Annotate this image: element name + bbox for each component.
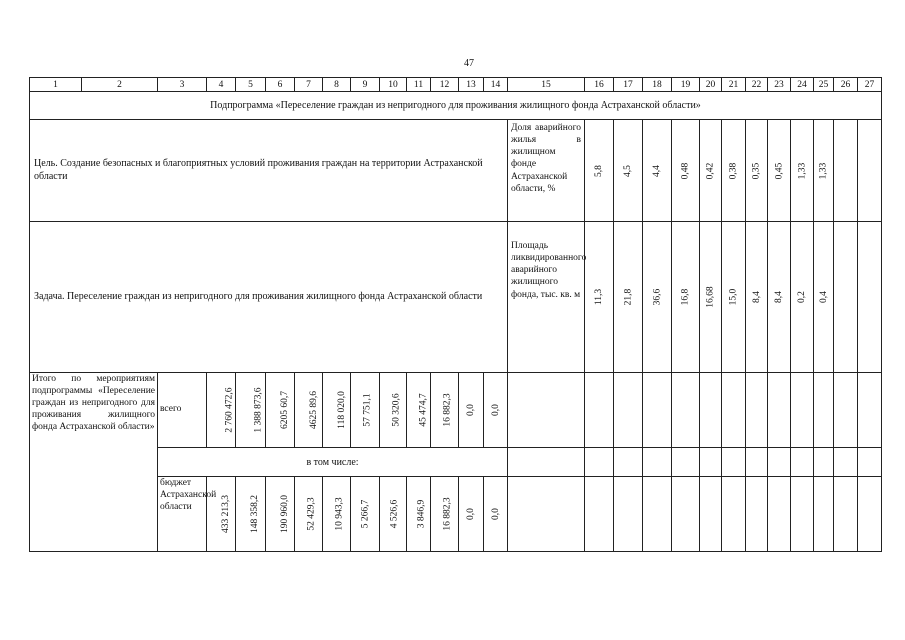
budget-value: 4 526,6 xyxy=(380,477,407,552)
page-number: 47 xyxy=(464,58,474,69)
budget-value: 16 882,3 xyxy=(431,477,459,552)
budget-value: 52 429,3 xyxy=(295,477,323,552)
total-value: 118 020,0 xyxy=(323,373,351,448)
task-value: 21,8 xyxy=(614,222,643,373)
col-header: 4 xyxy=(207,78,236,92)
budget-value: 433 213,3 xyxy=(207,477,236,552)
empty-cell xyxy=(700,477,722,552)
empty-cell xyxy=(672,477,700,552)
empty-cell xyxy=(834,448,858,477)
col-header: 5 xyxy=(236,78,266,92)
col-header: 2 xyxy=(82,78,158,92)
col-header: 15 xyxy=(508,78,585,92)
empty-cell xyxy=(858,373,882,448)
empty-cell xyxy=(722,477,746,552)
total-value: 4625 89,6 xyxy=(295,373,323,448)
col-header: 16 xyxy=(585,78,614,92)
col-header: 6 xyxy=(266,78,295,92)
empty-cell xyxy=(643,373,672,448)
goal-value: 0,35 xyxy=(746,120,768,222)
total-value: 0,0 xyxy=(484,373,508,448)
including-row xyxy=(30,448,882,477)
empty-cell xyxy=(672,448,700,477)
goal-value xyxy=(858,120,882,222)
budget-value: 0,0 xyxy=(459,477,484,552)
goal-indicator: Доля аварийного жилья в жилищном фонде Астраханской области, % xyxy=(508,120,585,222)
empty-cell xyxy=(814,373,834,448)
col-header: 20 xyxy=(700,78,722,92)
total-value: 57 751,1 xyxy=(351,373,380,448)
col-header: 18 xyxy=(643,78,672,92)
empty-cell xyxy=(814,477,834,552)
goal-value: 0,38 xyxy=(722,120,746,222)
col-header: 27 xyxy=(858,78,882,92)
total-value: 16 882,3 xyxy=(431,373,459,448)
col-header: 24 xyxy=(791,78,814,92)
empty-cell xyxy=(814,448,834,477)
col-header: 12 xyxy=(431,78,459,92)
empty-cell xyxy=(768,373,791,448)
col-header: 7 xyxy=(295,78,323,92)
empty-cell xyxy=(746,373,768,448)
col-header: 11 xyxy=(407,78,431,92)
empty-cell xyxy=(672,373,700,448)
task-row xyxy=(30,222,882,373)
empty-cell xyxy=(614,477,643,552)
empty-cell xyxy=(746,477,768,552)
task-value xyxy=(834,222,858,373)
empty-cell xyxy=(508,477,585,552)
subprogram-row xyxy=(30,92,882,120)
goal-value: 1,33 xyxy=(791,120,814,222)
empty-cell xyxy=(791,477,814,552)
task-value: 8,4 xyxy=(768,222,791,373)
empty-cell xyxy=(700,373,722,448)
task-value: 15,0 xyxy=(722,222,746,373)
empty-cell xyxy=(643,477,672,552)
budget-row xyxy=(30,477,882,552)
task-value: 11,3 xyxy=(585,222,614,373)
budget-label: бюджет Астраханской области xyxy=(158,477,207,552)
budget-value: 190 960,0 xyxy=(266,477,295,552)
goal-value: 0,48 xyxy=(672,120,700,222)
task-text: Задача. Переселение граждан из непригодного для проживания жилищного фонда Астраханской области xyxy=(30,222,508,373)
goal-value: 4,5 xyxy=(614,120,643,222)
task-value: 0,4 xyxy=(814,222,834,373)
total-label: Итого по мероприятиям подпрограммы «Переселение граждан из непригодного для проживания жилищного фонда Астраханской области» xyxy=(30,373,158,552)
empty-cell xyxy=(722,448,746,477)
task-value: 36,6 xyxy=(643,222,672,373)
col-header: 19 xyxy=(672,78,700,92)
empty-cell xyxy=(791,373,814,448)
task-value: 0,2 xyxy=(791,222,814,373)
empty-cell xyxy=(834,477,858,552)
empty-cell xyxy=(614,448,643,477)
empty-cell xyxy=(722,373,746,448)
col-header: 3 xyxy=(158,78,207,92)
empty-cell xyxy=(791,448,814,477)
empty-cell xyxy=(768,448,791,477)
task-value xyxy=(858,222,882,373)
goal-text: Цель. Создание безопасных и благоприятных условий проживания граждан на территории Астраханской области xyxy=(30,120,508,222)
col-header: 25 xyxy=(814,78,834,92)
program-table xyxy=(29,77,882,552)
goal-value: 4,4 xyxy=(643,120,672,222)
budget-value: 0,0 xyxy=(484,477,508,552)
empty-cell xyxy=(508,448,585,477)
empty-cell xyxy=(768,477,791,552)
total-value: 0,0 xyxy=(459,373,484,448)
empty-cell xyxy=(614,373,643,448)
col-header: 23 xyxy=(768,78,791,92)
col-header: 10 xyxy=(380,78,407,92)
col-header: 9 xyxy=(351,78,380,92)
empty-cell xyxy=(585,448,614,477)
col-header: 26 xyxy=(834,78,858,92)
empty-cell xyxy=(585,373,614,448)
including-label: в том числе: xyxy=(158,448,508,477)
budget-value: 5 266,7 xyxy=(351,477,380,552)
goal-value xyxy=(834,120,858,222)
col-header: 17 xyxy=(614,78,643,92)
empty-cell xyxy=(585,477,614,552)
total-row xyxy=(30,373,882,448)
total-all-label: всего xyxy=(158,373,207,448)
empty-cell xyxy=(508,373,585,448)
total-value: 2 760 472,6 xyxy=(207,373,236,448)
empty-cell xyxy=(858,477,882,552)
col-header: 1 xyxy=(30,78,82,92)
subprogram-title: Подпрограмма «Переселение граждан из непригодного для проживания жилищного фонда Астраханской области» xyxy=(30,92,882,120)
column-number-row xyxy=(30,78,882,92)
empty-cell xyxy=(700,448,722,477)
task-value: 8,4 xyxy=(746,222,768,373)
empty-cell xyxy=(834,373,858,448)
col-header: 21 xyxy=(722,78,746,92)
total-value: 50 320,6 xyxy=(380,373,407,448)
budget-value: 10 943,3 xyxy=(323,477,351,552)
task-value: 16,8 xyxy=(672,222,700,373)
goal-value: 0,45 xyxy=(768,120,791,222)
empty-cell xyxy=(643,448,672,477)
total-value: 1 388 873,6 xyxy=(236,373,266,448)
budget-value: 3 846,9 xyxy=(407,477,431,552)
col-header: 13 xyxy=(459,78,484,92)
goal-value: 1,33 xyxy=(814,120,834,222)
total-value: 6205 60,7 xyxy=(266,373,295,448)
task-value: 16,68 xyxy=(700,222,722,373)
col-header: 22 xyxy=(746,78,768,92)
empty-cell xyxy=(858,448,882,477)
empty-cell xyxy=(746,448,768,477)
budget-value: 148 358,2 xyxy=(236,477,266,552)
goal-value: 5,8 xyxy=(585,120,614,222)
goal-row xyxy=(30,120,882,222)
task-indicator: Площадь ликвидированного аварийного жилищного фонда, тыс. кв. м xyxy=(508,222,585,373)
goal-value: 0,42 xyxy=(700,120,722,222)
total-value: 45 474,7 xyxy=(407,373,431,448)
col-header: 14 xyxy=(484,78,508,92)
col-header: 8 xyxy=(323,78,351,92)
